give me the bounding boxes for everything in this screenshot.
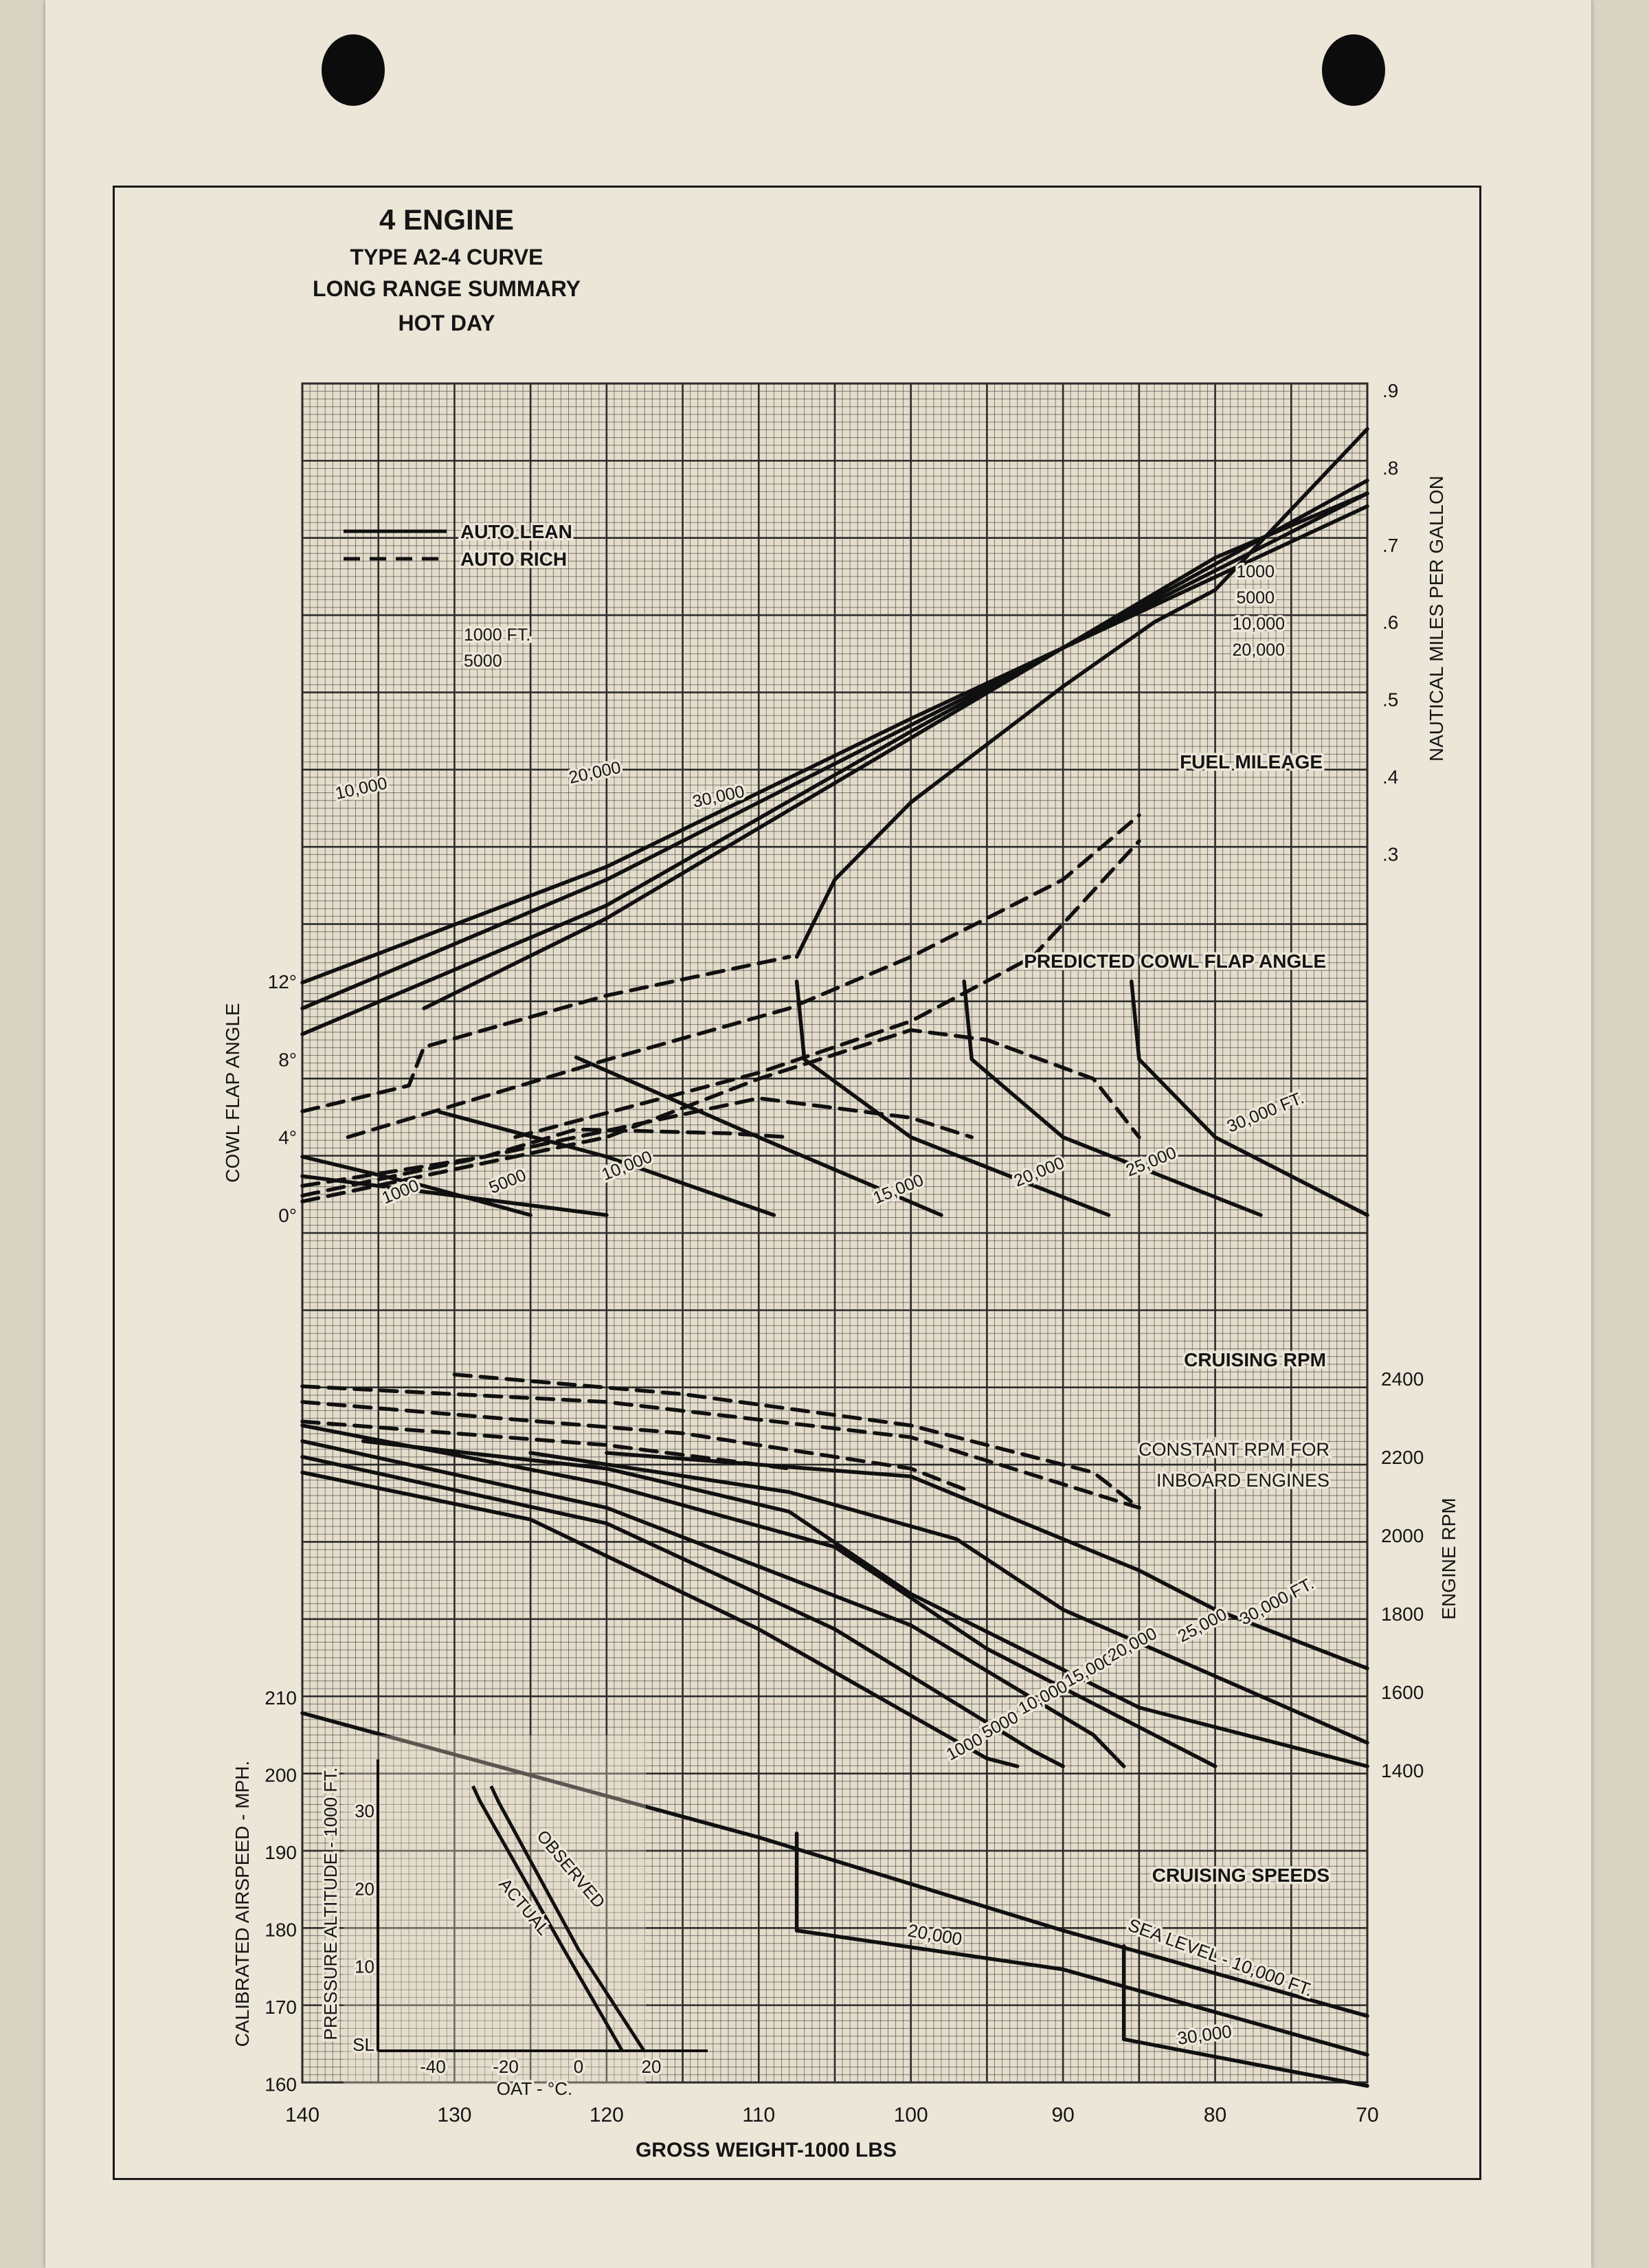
oat-inset-x-tick: 20 [641, 2056, 662, 2077]
legend-label: AUTO LEAN [460, 521, 572, 542]
fuel-mileage-y-axis-label: NAUTICAL MILES PER GALLON [1426, 476, 1447, 761]
fuel-callout: 5000 [1236, 588, 1275, 608]
oat-inset-label: ACTUAL [495, 1874, 554, 1939]
speed-y-tick: 210 [265, 1687, 297, 1709]
cowl-flap-y-tick: 12° [267, 971, 297, 992]
cowl-flap-y-tick: 4° [278, 1126, 297, 1148]
rpm-curve-label: 1000 [943, 1729, 986, 1765]
chart-title: 4 ENGINE [379, 203, 515, 236]
x-axis-tick: 140 [284, 2104, 320, 2126]
rpm-y-tick: 2200 [1381, 1447, 1424, 1468]
fuel-callout: 10,000 [1232, 614, 1285, 634]
cowl-flap-y-tick: 8° [278, 1049, 297, 1071]
speed-y-tick: 200 [265, 1764, 297, 1786]
speed-curve-label: SEA LEVEL - 10,000 FT. [1125, 1914, 1316, 2001]
rpm-curve-label: 5000 [978, 1707, 1022, 1743]
rpm-curve-label: 15,000 [1061, 1649, 1117, 1691]
rpm-annotation: INBOARD ENGINES [1156, 1470, 1330, 1491]
rpm-y-tick: 1600 [1381, 1682, 1424, 1703]
cowl-flap-curve-label: 5000 [486, 1165, 529, 1198]
fuel-mileage-title: FUEL MILEAGE [1180, 751, 1323, 772]
fuel-mileage-y-tick: .8 [1382, 457, 1399, 479]
fuel-callout: 20,000 [1232, 641, 1285, 660]
cowl-flap-y-axis-label: COWL FLAP ANGLE [222, 1003, 243, 1183]
cowl-flap-curve-label: 30,000 FT. [1224, 1088, 1307, 1137]
chart-subtitle-summary: LONG RANGE SUMMARY [313, 276, 581, 301]
fuel-mileage-y-tick: .5 [1382, 689, 1399, 711]
x-axis-tick: 80 [1203, 2104, 1227, 2126]
fuel-mileage-y-tick: .9 [1382, 380, 1399, 401]
oat-inset-y-tick: 30 [355, 1801, 374, 1821]
rpm-curve-label: 25,000 [1174, 1604, 1231, 1647]
legend-label: AUTO RICH [460, 548, 568, 570]
fuel-callout: 1000 FT. [464, 625, 531, 645]
chart-subtitle-type: TYPE A2-4 CURVE [350, 245, 543, 269]
rpm-curve-label: 10,000 [1015, 1676, 1071, 1719]
x-axis-tick: 110 [742, 2104, 776, 2126]
x-axis-tick: 130 [437, 2104, 472, 2126]
rpm-curve-label: 20,000 [1104, 1623, 1160, 1666]
oat-inset-label: OBSERVED [532, 1826, 609, 1912]
fuel-mileage-y-tick: .4 [1382, 766, 1399, 788]
oat-inset-y-tick: 10 [355, 1956, 374, 1977]
speed-y-tick: 170 [265, 1997, 297, 2018]
rpm-y-axis-label: ENGINE RPM [1438, 1498, 1459, 1620]
rpm-y-tick: 1800 [1381, 1603, 1424, 1625]
rpm-y-tick: 2400 [1381, 1368, 1424, 1390]
speed-y-tick: 160 [265, 2074, 297, 2095]
fuel-callout: 30,000 [691, 781, 747, 812]
fuel-callout: 20,000 [567, 757, 623, 788]
fuel-mileage-y-tick: .7 [1382, 534, 1399, 556]
speeds-title: CRUISING SPEEDS [1152, 1865, 1330, 1886]
oat-inset-x-axis-label: OAT - °C. [496, 2078, 573, 2099]
x-axis-label: GROSS WEIGHT-1000 LBS [635, 2139, 897, 2161]
cowl-flap-curve-label: 15,000 [870, 1170, 927, 1208]
speed-y-tick: 190 [265, 1842, 297, 1863]
x-axis-tick: 70 [1356, 2104, 1379, 2126]
speed-y-axis-label: CALIBRATED AIRSPEED - MPH. [232, 1760, 253, 2047]
fuel-callout: 5000 [464, 652, 502, 671]
cowl-flap-curve-label: 1000 [379, 1175, 422, 1208]
rpm-curve-label: 30,000 FT. [1236, 1574, 1318, 1630]
speed-y-tick: 180 [265, 1919, 297, 1941]
oat-inset-y-axis-label: PRESSURE ALTITUDE - 1000 FT. [320, 1767, 341, 2041]
cowl-flap-y-tick: 0° [278, 1204, 297, 1226]
oat-inset-x-tick: 0 [573, 2056, 584, 2077]
fuel-mileage-y-tick: .6 [1382, 612, 1399, 634]
cowl-flap-curve-label: 10,000 [598, 1146, 655, 1185]
x-axis-tick: 90 [1051, 2104, 1075, 2126]
speed-curve-label: 20,000 [906, 1920, 964, 1950]
cowl-flap-curve-label: 25,000 [1123, 1142, 1180, 1181]
x-axis-tick: 120 [589, 2104, 624, 2126]
speed-curve-label: 30,000 [1176, 2021, 1233, 2049]
fuel-callout: 10,000 [333, 773, 390, 803]
x-axis-tick: 100 [893, 2104, 928, 2126]
oat-inset-x-tick: -20 [493, 2056, 519, 2077]
fuel-mileage-y-tick: .3 [1382, 843, 1399, 865]
oat-inset-x-tick: -40 [420, 2056, 446, 2077]
fuel-callout: 1000 [1236, 562, 1275, 581]
cowl-flap-title: PREDICTED COWL FLAP ANGLE [1024, 950, 1326, 972]
rpm-annotation: CONSTANT RPM FOR [1138, 1439, 1330, 1460]
cowl-flap-curve-label: 20,000 [1011, 1153, 1068, 1191]
rpm-y-tick: 1400 [1381, 1760, 1424, 1781]
oat-inset-backdrop [344, 1735, 646, 2086]
oat-inset-y-tick: 20 [355, 1878, 374, 1900]
rpm-title: CRUISING RPM [1184, 1349, 1326, 1370]
oat-inset-y-tick: SL [352, 2034, 374, 2055]
rpm-y-tick: 2000 [1381, 1525, 1424, 1546]
chart-subtitle-condition: HOT DAY [398, 311, 495, 335]
